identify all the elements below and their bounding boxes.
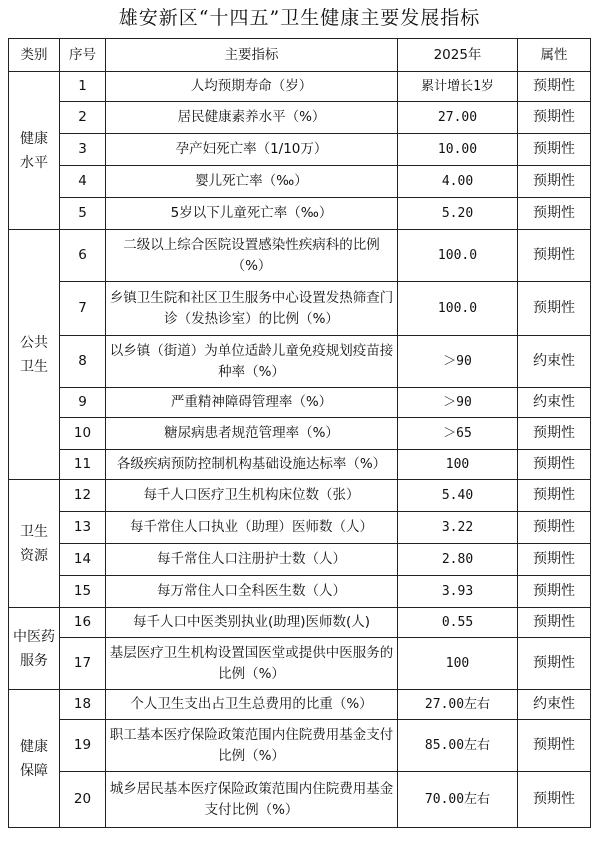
target-value-cell: 27.00	[398, 102, 518, 134]
attribute-cell: 预期性	[518, 544, 591, 576]
indicator-cell: 职工基本医疗保险政策范围内住院费用基金支付比例（%）	[106, 720, 398, 772]
number-cell: 8	[60, 336, 106, 388]
indicator-cell: 严重精神障碍管理率（%）	[106, 388, 398, 418]
attribute-cell: 预期性	[518, 198, 591, 230]
number-cell: 13	[60, 512, 106, 544]
category-cell: 健康 保障	[9, 690, 60, 828]
number-cell: 3	[60, 134, 106, 166]
target-value-cell: 100.0	[398, 282, 518, 336]
number-cell: 16	[60, 608, 106, 638]
category-cell: 中医药 服务	[9, 608, 60, 690]
attribute-cell: 预期性	[518, 166, 591, 198]
target-value-cell: 5.20	[398, 198, 518, 230]
target-value-cell: 5.40	[398, 480, 518, 512]
attribute-cell: 预期性	[518, 512, 591, 544]
target-value-cell: 27.00左右	[398, 690, 518, 720]
header-target-2025: 2025年	[398, 39, 518, 72]
target-value-cell: 100	[398, 450, 518, 480]
table-row	[9, 638, 591, 690]
target-value-cell: 85.00左右	[398, 720, 518, 772]
table-row	[9, 418, 591, 450]
target-value-cell: ＞65	[398, 418, 518, 450]
table-row	[9, 576, 591, 608]
table-row	[9, 388, 591, 418]
table-row	[9, 72, 591, 102]
attribute-cell: 约束性	[518, 690, 591, 720]
indicator-cell: 基层医疗卫生机构设置国医堂或提供中医服务的比例（%）	[106, 638, 398, 690]
indicator-cell: 个人卫生支出占卫生总费用的比重（%）	[106, 690, 398, 720]
indicator-cell: 孕产妇死亡率（1/10万）	[106, 134, 398, 166]
target-value-cell: 70.00左右	[398, 772, 518, 828]
number-cell: 2	[60, 102, 106, 134]
table-row	[9, 336, 591, 388]
attribute-cell: 预期性	[518, 72, 591, 102]
target-value-cell: 100.0	[398, 230, 518, 282]
indicator-cell: 婴儿死亡率（‰）	[106, 166, 398, 198]
table-row	[9, 608, 591, 638]
table-row	[9, 480, 591, 512]
table-row	[9, 166, 591, 198]
header-indicator: 主要指标	[106, 39, 398, 72]
number-cell: 17	[60, 638, 106, 690]
indicator-cell: 每千人口医疗卫生机构床位数（张）	[106, 480, 398, 512]
indicator-cell: 每万常住人口全科医生数（人）	[106, 576, 398, 608]
indicator-cell: 糖尿病患者规范管理率（%）	[106, 418, 398, 450]
table-row	[9, 450, 591, 480]
attribute-cell: 约束性	[518, 388, 591, 418]
indicator-cell: 每千常住人口执业（助理）医师数（人）	[106, 512, 398, 544]
target-value-cell: 4.00	[398, 166, 518, 198]
table-row	[9, 690, 591, 720]
page-title: 雄安新区“十四五”卫生健康主要发展指标	[118, 7, 481, 29]
table-row	[9, 282, 591, 336]
table-row	[9, 230, 591, 282]
table-row	[9, 544, 591, 576]
indicator-cell: 各级疾病预防控制机构基础设施达标率（%）	[106, 450, 398, 480]
target-value-cell: ＞90	[398, 388, 518, 418]
target-value-cell: 0.55	[398, 608, 518, 638]
attribute-cell: 预期性	[518, 720, 591, 772]
table-row	[9, 512, 591, 544]
attribute-cell: 预期性	[518, 282, 591, 336]
number-cell: 1	[60, 72, 106, 102]
indicator-cell: 以乡镇（街道）为单位适龄儿童免疫规划疫苗接种率（%）	[106, 336, 398, 388]
target-value-cell: 2.80	[398, 544, 518, 576]
table-row	[9, 198, 591, 230]
attribute-cell: 预期性	[518, 418, 591, 450]
number-cell: 12	[60, 480, 106, 512]
indicator-cell: 二级以上综合医院设置感染性疾病科的比例（%）	[106, 230, 398, 282]
target-value-cell: 100	[398, 638, 518, 690]
target-value-cell: ＞90	[398, 336, 518, 388]
target-value-cell: 10.00	[398, 134, 518, 166]
attribute-cell: 预期性	[518, 576, 591, 608]
number-cell: 18	[60, 690, 106, 720]
attribute-cell: 预期性	[518, 638, 591, 690]
indicator-cell: 人均预期寿命（岁）	[106, 72, 398, 102]
header-category: 类别	[9, 39, 60, 72]
attribute-cell: 预期性	[518, 480, 591, 512]
indicator-cell: 居民健康素养水平（%）	[106, 102, 398, 134]
header-number: 序号	[60, 39, 106, 72]
number-cell: 4	[60, 166, 106, 198]
number-cell: 14	[60, 544, 106, 576]
header-attribute: 属性	[518, 39, 591, 72]
indicator-cell: 每千人口中医类别执业(助理)医师数(人)	[106, 608, 398, 638]
attribute-cell: 预期性	[518, 134, 591, 166]
table-body	[9, 72, 591, 828]
attribute-cell: 预期性	[518, 450, 591, 480]
number-cell: 10	[60, 418, 106, 450]
table-header-row	[9, 39, 591, 72]
category-cell: 健康 水平	[9, 72, 60, 230]
indicator-table	[8, 38, 591, 828]
indicator-cell: 城乡居民基本医疗保险政策范围内住院费用基金支付比例（%）	[106, 772, 398, 828]
table-row	[9, 772, 591, 828]
number-cell: 5	[60, 198, 106, 230]
attribute-cell: 预期性	[518, 230, 591, 282]
number-cell: 20	[60, 772, 106, 828]
attribute-cell: 约束性	[518, 336, 591, 388]
indicator-cell: 每千常住人口注册护士数（人）	[106, 544, 398, 576]
number-cell: 9	[60, 388, 106, 418]
table-row	[9, 134, 591, 166]
target-value-cell: 累计增长1岁	[398, 72, 518, 102]
table-row	[9, 720, 591, 772]
number-cell: 11	[60, 450, 106, 480]
indicator-cell: 5岁以下儿童死亡率（‰）	[106, 198, 398, 230]
target-value-cell: 3.22	[398, 512, 518, 544]
attribute-cell: 预期性	[518, 608, 591, 638]
attribute-cell: 预期性	[518, 772, 591, 828]
table-row	[9, 102, 591, 134]
number-cell: 6	[60, 230, 106, 282]
number-cell: 15	[60, 576, 106, 608]
attribute-cell: 预期性	[518, 102, 591, 134]
indicator-cell: 乡镇卫生院和社区卫生服务中心设置发热筛查门诊（发热诊室）的比例（%）	[106, 282, 398, 336]
target-value-cell: 3.93	[398, 576, 518, 608]
number-cell: 19	[60, 720, 106, 772]
number-cell: 7	[60, 282, 106, 336]
category-cell: 公共 卫生	[9, 230, 60, 480]
category-cell: 卫生 资源	[9, 480, 60, 608]
